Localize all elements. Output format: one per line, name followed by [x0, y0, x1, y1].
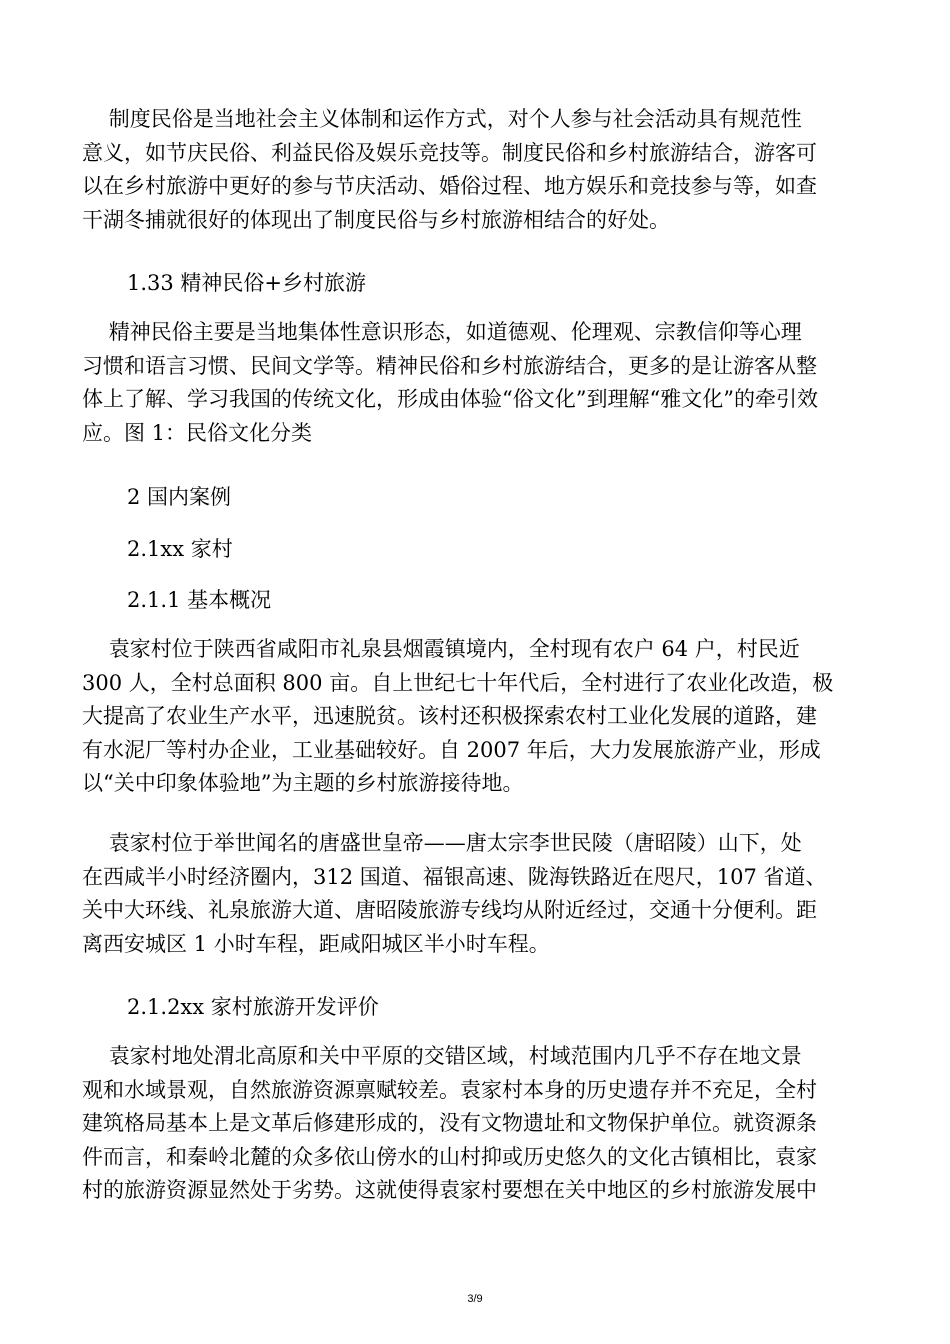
page-number: 3/9	[467, 1293, 483, 1305]
heading-1-33: 1.33 精神民俗+乡村旅游	[127, 271, 367, 295]
paragraph-tourism-evaluation	[82, 1040, 868, 1208]
text-line: 意义，如节庆民俗、利益民俗及娱乐竞技等。制度民俗和乡村旅游结合，游客可	[82, 140, 817, 165]
text-line: 习惯和语言习惯、民间文学等。精神民俗和乡村旅游结合，更多的是让游客从整	[82, 353, 817, 378]
text-line: 观和水域景观，自然旅游资源禀赋较差。袁家村本身的历史遗存并不充足，全村	[82, 1077, 817, 1102]
text-line: 件而言，和秦岭北麓的众多依山傍水的山村抑或历史悠久的文化古镇相比，袁家	[82, 1144, 817, 1169]
text-line: 大提高了农业生产水平，迅速脱贫。该村还积极探索农村工业化发展的道路，建	[82, 704, 817, 728]
heading-2: 2 国内案例	[127, 485, 232, 509]
text-line: 关中大环线、礼泉旅游大道、唐昭陵旅游专线均从附近经过，交通十分便利。距	[82, 898, 817, 922]
paragraph-location	[82, 827, 868, 961]
paragraph-institutional-folklore	[82, 103, 868, 237]
text-line: 袁家村位于举世闻名的唐盛世皇帝——唐太宗李世民陵（唐昭陵）山下，处	[82, 831, 802, 855]
heading-2-1: 2.1xx 家村	[127, 537, 233, 561]
text-line: 袁家村地处渭北高原和关中平原的交错区域，村域范围内几乎不存在地文景	[82, 1044, 802, 1068]
heading-2-1-1: 2.1.1 基本概况	[127, 588, 272, 612]
text-line: 干湖冬捕就很好的体现出了制度民俗与乡村旅游相结合的好处。	[82, 207, 670, 232]
paragraph-spiritual-folklore	[82, 316, 868, 450]
heading-2-1-2: 2.1.2xx 家村旅游开发评价	[127, 995, 379, 1019]
text-line: 体上了解、学习我国的传统文化，形成由体验“俗文化”到理解“雅文化”的牵引效	[82, 387, 818, 411]
text-line: 建筑格局基本上是文革后修建形成的，没有文物遗址和文物保护单位。就资源条	[82, 1111, 817, 1135]
text-line: 应。图 1：民俗文化分类	[82, 420, 313, 445]
text-line: 袁家村位于陕西省咸阳市礼泉县烟霞镇境内，全村现有农户 64 户，村民近	[82, 637, 800, 661]
text-line: 有水泥厂等村办企业，工业基础较好。自 2007 年后，大力发展旅游产业，形成	[82, 737, 821, 762]
text-line: 精神民俗主要是当地集体性意识形态，如道德观、伦理观、宗教信仰等心理	[82, 320, 802, 344]
text-line: 制度民俗是当地社会主义体制和运作方式，对个人参与社会活动具有规范性	[82, 107, 802, 131]
text-line: 村的旅游资源显然处于劣势。这就使得袁家村要想在关中地区的乡村旅游发展中	[82, 1178, 817, 1202]
text-line: 300 人，全村总面积 800 亩。自上世纪七十年代后，全村进行了农业化改造，极	[82, 670, 834, 695]
paragraph-basic-overview	[82, 633, 868, 801]
text-line: 以“关中印象体验地”为主题的乡村旅游接待地。	[82, 771, 524, 795]
text-line: 离西安城区 1 小时车程，距咸阳城区半小时车程。	[82, 931, 550, 956]
text-line: 在西咸半小时经济圈内，312 国道、福银高速、陇海铁路近在咫尺，107 省道、	[82, 864, 827, 889]
text-line: 以在乡村旅游中更好的参与节庆活动、婚俗过程、地方娱乐和竞技参与等，如查	[82, 174, 817, 198]
